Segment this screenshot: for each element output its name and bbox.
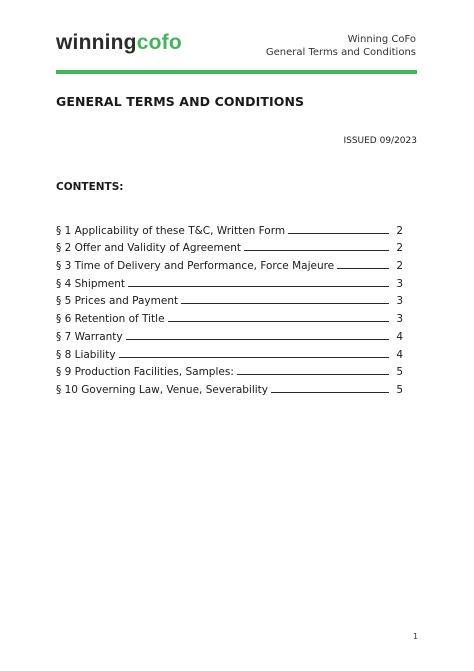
toc-entry-label: § 2 Offer and Validity of Agreement: [56, 242, 241, 255]
toc-entry-page: 5: [396, 383, 403, 396]
header-info: [266, 33, 416, 59]
toc-entry-page: 4: [396, 330, 403, 343]
toc-entry-page: 2: [396, 260, 403, 273]
toc-entry-page: 3: [396, 295, 403, 308]
header-doc-name: General Terms and Conditions: [265, 47, 416, 58]
toc-entry[interactable]: [56, 290, 403, 308]
toc-leader-line: [288, 233, 389, 234]
toc-entry-page: 4: [396, 348, 403, 361]
toc-entry-label: § 8 Liability: [56, 348, 116, 361]
toc-leader-line: [168, 321, 389, 322]
toc-entry[interactable]: [56, 343, 403, 361]
toc-entry[interactable]: [56, 307, 403, 325]
toc-leader-line: [244, 250, 389, 251]
toc-entry-label: § 10 Governing Law, Venue, Severability: [56, 383, 268, 396]
toc-entry-label: § 6 Retention of Title: [56, 313, 165, 326]
logo-text-winning: winning: [56, 31, 137, 54]
table-of-contents: [56, 219, 403, 396]
toc-leader-line: [181, 303, 389, 304]
toc-entry-label: § 1 Applicability of these T&C, Written Form: [56, 224, 286, 237]
toc-entry-page: 5: [396, 366, 403, 379]
header-company: Winning CoFo: [347, 34, 416, 45]
toc-leader-line: [128, 286, 389, 287]
toc-entry[interactable]: [56, 254, 403, 272]
toc-entry-page: 3: [396, 277, 403, 290]
header-divider: [56, 70, 417, 74]
toc-entry[interactable]: [56, 237, 403, 255]
toc-entry-label: § 9 Production Facilities, Samples:: [56, 366, 234, 379]
company-logo: [56, 31, 182, 55]
toc-entry[interactable]: [56, 361, 403, 379]
toc-entry-label: § 4 Shipment: [56, 277, 125, 290]
page-title: GENERAL TERMS AND CONDITIONS: [56, 94, 305, 109]
toc-entry-label: § 7 Warranty: [56, 330, 123, 343]
toc-leader-line: [271, 392, 389, 393]
toc-leader-line: [119, 357, 389, 358]
toc-entry-page: 3: [396, 313, 403, 326]
toc-entry-page: 2: [396, 242, 403, 255]
toc-entry[interactable]: [56, 219, 403, 237]
toc-leader-line: [237, 374, 389, 375]
toc-entry-label: § 3 Time of Delivery and Performance, Force Majeure: [56, 260, 335, 273]
toc-entry-page: 2: [396, 224, 403, 237]
toc-entry-label: § 5 Prices and Payment: [56, 295, 179, 308]
toc-leader-line: [126, 339, 389, 340]
toc-entry[interactable]: [56, 325, 403, 343]
toc-entry[interactable]: [56, 272, 403, 290]
toc-entry[interactable]: [56, 378, 403, 396]
contents-heading: CONTENTS:: [56, 181, 124, 193]
issued-date: ISSUED 09/2023: [343, 136, 417, 146]
logo-text-cofo: cofo: [136, 31, 182, 54]
page-number: 1: [413, 632, 419, 641]
toc-leader-line: [337, 268, 389, 269]
